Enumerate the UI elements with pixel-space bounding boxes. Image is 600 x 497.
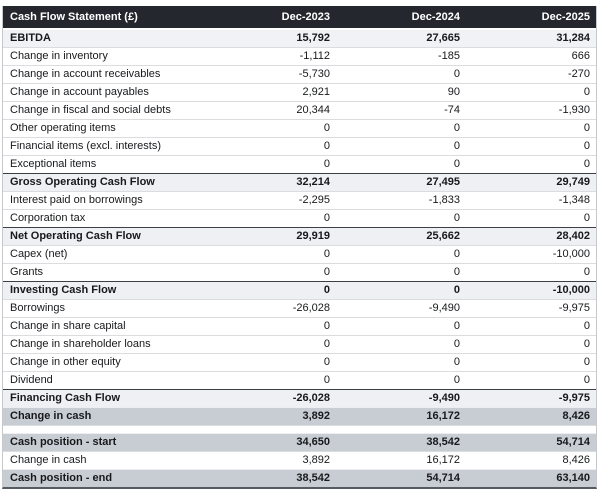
- table-row: [3, 407, 596, 425]
- cell-value: 38,542: [426, 436, 460, 448]
- cell-value: 63,140: [556, 472, 590, 484]
- cell-value: 0: [453, 338, 460, 350]
- cell-value: 0: [323, 320, 330, 332]
- cell-value: 0: [453, 320, 460, 332]
- cell-value: 0: [583, 158, 590, 170]
- cell-value: 31,284: [556, 32, 590, 44]
- cell-value: -270: [567, 68, 590, 80]
- cell-value: -1,833: [428, 194, 460, 206]
- row-label: Corporation tax: [10, 212, 86, 224]
- cell-value: 0: [323, 284, 330, 296]
- table-row: [3, 30, 596, 47]
- cell-value: 0: [453, 122, 460, 134]
- cell-value: -185: [437, 50, 460, 62]
- cell-value: -26,028: [292, 302, 330, 314]
- cell-value: 28,402: [556, 230, 590, 242]
- cash-flow-statement-table: [2, 6, 597, 489]
- table-row: [3, 137, 596, 155]
- row-label: Interest paid on borrowings: [10, 194, 143, 206]
- cell-value: 29,919: [296, 230, 330, 242]
- row-label: Cash position - start: [10, 436, 117, 448]
- row-label: Grants: [10, 266, 44, 278]
- table-row: [3, 371, 596, 389]
- cell-value: 0: [453, 284, 460, 296]
- cell-value: 0: [583, 356, 590, 368]
- cell-value: -1,930: [558, 104, 590, 116]
- cell-value: 27,665: [426, 32, 460, 44]
- row-label: Change in cash: [10, 454, 87, 466]
- table-row: [3, 119, 596, 137]
- table-row: [3, 433, 596, 451]
- cell-value: -9,490: [428, 302, 460, 314]
- cell-value: 0: [453, 212, 460, 224]
- cell-value: 0: [323, 158, 330, 170]
- cell-value: -26,028: [292, 392, 330, 404]
- cell-value: 16,172: [426, 454, 460, 466]
- row-label: Exceptional items: [10, 158, 97, 170]
- cell-value: -9,490: [428, 392, 460, 404]
- table-body: [3, 30, 596, 487]
- cell-value: -5,730: [298, 68, 330, 80]
- cell-value: 0: [453, 266, 460, 278]
- row-label: Borrowings: [10, 302, 66, 314]
- table-row: [3, 469, 596, 487]
- row-label: Change in other equity: [10, 356, 121, 368]
- cell-value: 0: [323, 248, 330, 260]
- cell-value: 0: [583, 122, 590, 134]
- cell-value: -9,975: [558, 392, 590, 404]
- row-label: Change in fiscal and social debts: [10, 104, 171, 116]
- cell-value: 0: [323, 374, 330, 386]
- cell-value: -1,112: [299, 50, 330, 62]
- table-row: [3, 209, 596, 227]
- cell-value: 0: [453, 68, 460, 80]
- table-row: [3, 389, 596, 407]
- table-header-row: [3, 6, 596, 30]
- row-label: Cash position - end: [10, 472, 113, 484]
- cell-value: -10,000: [552, 248, 590, 260]
- cell-value: 34,650: [296, 436, 330, 448]
- cell-value: -1,348: [558, 194, 590, 206]
- cell-value: 0: [323, 338, 330, 350]
- cell-value: 0: [323, 266, 330, 278]
- column-header-dec-2025: Dec-2025: [541, 11, 590, 23]
- table-row: [3, 227, 596, 245]
- cell-value: 0: [453, 356, 460, 368]
- table-row: [3, 451, 596, 469]
- table-row: [3, 335, 596, 353]
- row-label: Change in account receivables: [10, 68, 161, 80]
- table-row: [3, 47, 596, 65]
- cell-value: 0: [453, 158, 460, 170]
- table-row: [3, 101, 596, 119]
- table-row: [3, 83, 596, 101]
- cell-value: 29,749: [556, 176, 590, 188]
- table-row: [3, 353, 596, 371]
- cell-value: 0: [323, 140, 330, 152]
- row-label: Dividend: [10, 374, 53, 386]
- cell-value: 0: [583, 266, 590, 278]
- cell-value: 54,714: [426, 472, 460, 484]
- cell-value: 32,214: [296, 176, 330, 188]
- cell-value: 0: [453, 374, 460, 386]
- row-label: Change in cash: [10, 410, 92, 422]
- cell-value: 16,172: [426, 410, 460, 422]
- cell-value: 0: [583, 140, 590, 152]
- row-label: Investing Cash Flow: [10, 284, 117, 296]
- cell-value: 20,344: [296, 104, 330, 116]
- cell-value: 0: [323, 122, 330, 134]
- cell-value: 0: [323, 212, 330, 224]
- cell-value: -2,295: [298, 194, 330, 206]
- cell-value: 54,714: [556, 436, 590, 448]
- cell-value: 90: [447, 86, 460, 98]
- cell-value: 27,495: [426, 176, 460, 188]
- cell-value: 38,542: [296, 472, 330, 484]
- cell-value: 15,792: [296, 32, 330, 44]
- table-row: [3, 245, 596, 263]
- cell-value: 3,892: [302, 454, 330, 466]
- column-header-dec-2023: Dec-2023: [281, 11, 330, 23]
- row-label: Gross Operating Cash Flow: [10, 176, 155, 188]
- cell-value: 0: [583, 212, 590, 224]
- table-row: [3, 263, 596, 281]
- cell-value: 0: [453, 140, 460, 152]
- table-title: Cash Flow Statement (£): [10, 11, 138, 23]
- table-row: [3, 173, 596, 191]
- table-row: [3, 155, 596, 173]
- row-label: Net Operating Cash Flow: [10, 230, 141, 242]
- row-label: EBITDA: [10, 32, 51, 44]
- cell-value: 0: [583, 374, 590, 386]
- cell-value: 3,892: [302, 410, 330, 422]
- cell-value: 8,426: [562, 410, 590, 422]
- cell-value: -10,000: [552, 284, 590, 296]
- row-label: Financing Cash Flow: [10, 392, 121, 404]
- cell-value: 0: [453, 248, 460, 260]
- row-label: Change in account payables: [10, 86, 149, 98]
- cell-value: 8,426: [562, 454, 590, 466]
- cell-value: 0: [583, 338, 590, 350]
- cell-value: 0: [583, 86, 590, 98]
- column-header-dec-2024: Dec-2024: [411, 11, 460, 23]
- row-label: Capex (net): [10, 248, 68, 260]
- table-section-gap: [3, 425, 596, 433]
- row-label: Change in inventory: [10, 50, 108, 62]
- cell-value: 0: [323, 356, 330, 368]
- cell-value: 2,921: [302, 86, 330, 98]
- cell-value: 666: [571, 50, 590, 62]
- row-label: Financial items (excl. interests): [10, 140, 161, 152]
- table-row: [3, 281, 596, 299]
- table-row: [3, 317, 596, 335]
- row-label: Other operating items: [10, 122, 116, 134]
- row-label: Change in shareholder loans: [10, 338, 151, 350]
- table-row: [3, 65, 596, 83]
- table-row: [3, 191, 596, 209]
- row-label: Change in share capital: [10, 320, 126, 332]
- cell-value: -74: [444, 104, 460, 116]
- cell-value: -9,975: [558, 302, 590, 314]
- table-row: [3, 299, 596, 317]
- cell-value: 0: [583, 320, 590, 332]
- cell-value: 25,662: [426, 230, 460, 242]
